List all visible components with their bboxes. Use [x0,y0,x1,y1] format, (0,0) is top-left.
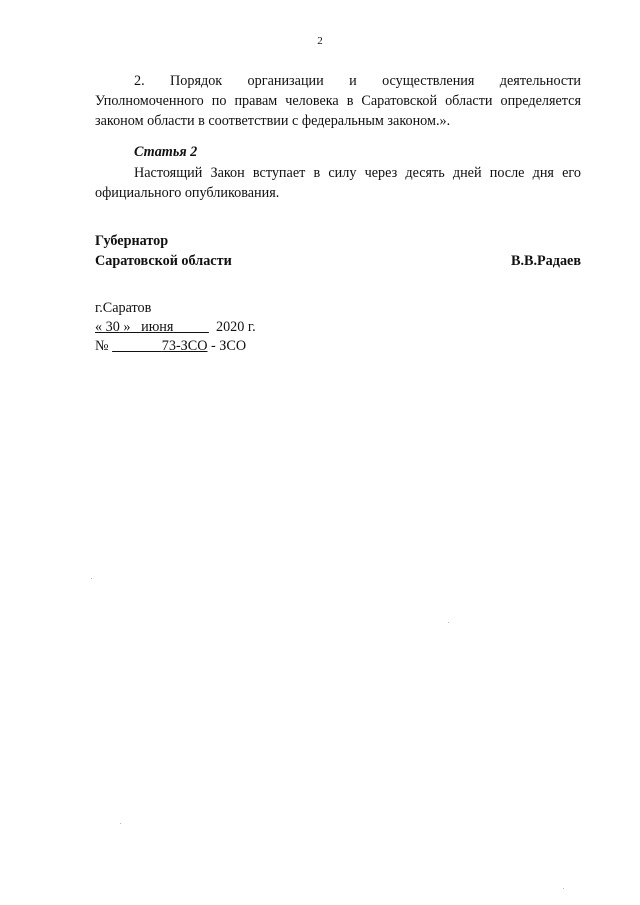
signature-name: В.В.Радаев [510,253,581,269]
article-title: Статья 2 [134,144,198,160]
place-city: г.Саратов [95,300,152,316]
number-value: 73-ЗСО [161,338,208,354]
law-paragraph-1: 2. Порядок организации и осуществления деятельности Уполномоченного по правам человека в Саратовской области определяется законом области в соответствии с федеральным законом.». [95,73,581,129]
date-month: июня [141,319,174,335]
scan-speck [448,622,449,623]
place-date-block [95,299,256,356]
date-year: 2020 г. [215,319,256,335]
signature-position-line-2: Саратовской области [95,253,232,269]
date-open-quote: « [95,319,103,335]
number-line [95,337,256,356]
page-number: 2 [317,35,323,47]
signature-block [95,231,581,271]
article-text: Настоящий Закон вступает в силу через десять дней после дня его официального опубликования. [95,165,581,201]
number-sign: № [95,338,109,354]
number-suffix: - ЗСО [211,338,247,354]
date-day: 30 [105,319,120,335]
date-close-quote: » [123,319,131,335]
scan-speck [120,823,121,824]
scan-speck [91,578,92,579]
scan-speck [563,888,564,889]
date-line [95,318,256,337]
signature-position-line-1: Губернатор [95,233,169,249]
